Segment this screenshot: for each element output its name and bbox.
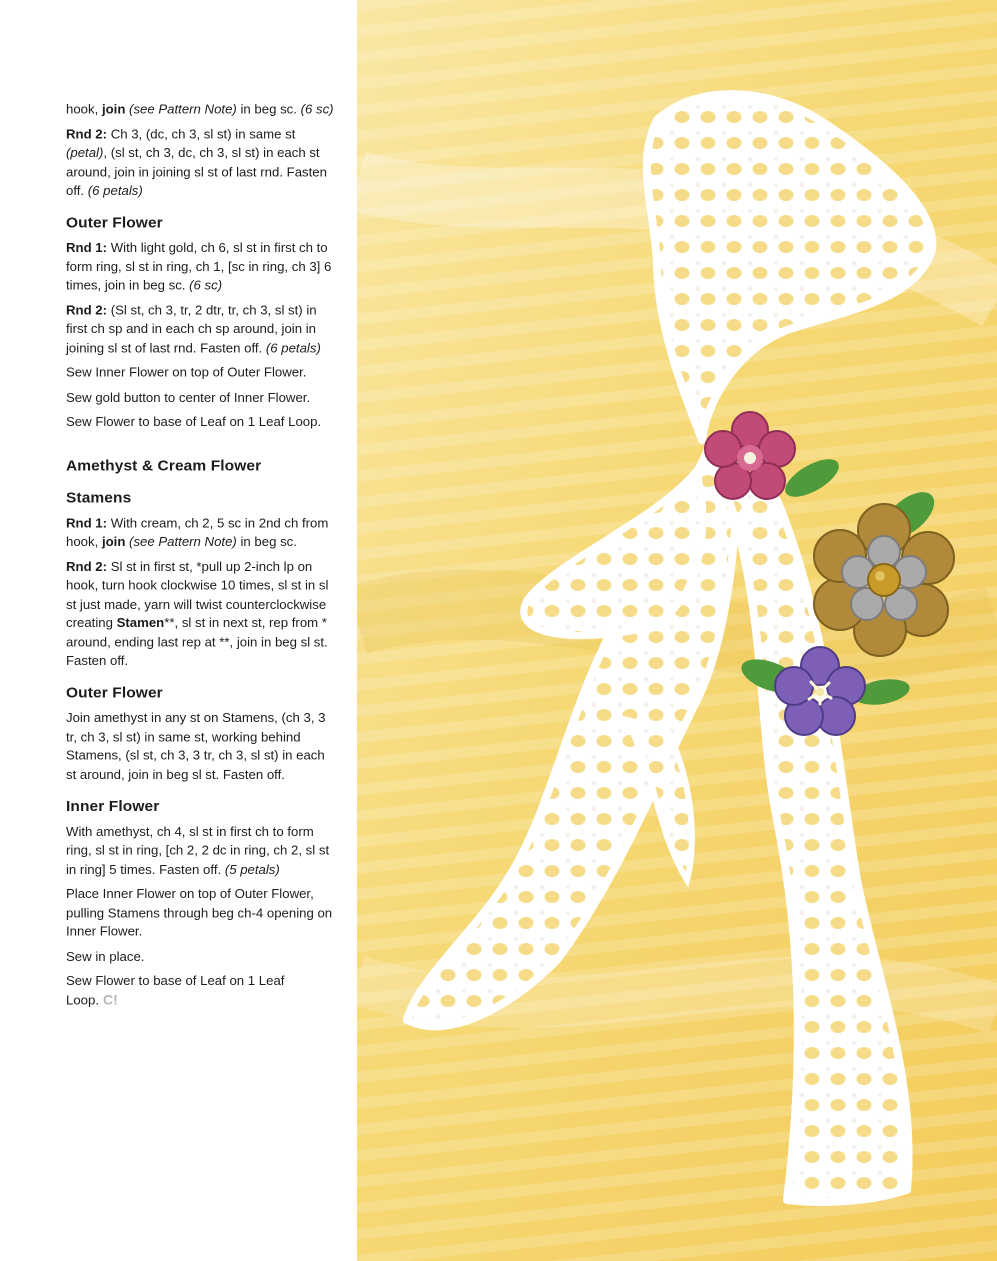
text-run: join xyxy=(101,101,126,117)
text-run: Rnd 1: xyxy=(66,240,108,255)
pattern-paragraph xyxy=(66,412,338,431)
text-run: (6 petals) xyxy=(87,183,143,198)
pattern-paragraph xyxy=(66,388,338,407)
text-run: in beg sc. xyxy=(236,101,301,117)
text-run: (6 sc) xyxy=(300,101,334,117)
pattern-paragraph xyxy=(66,884,338,941)
text-run: **, sl st in next st, rep from * around, ending last rep at **, join in beg sl st. Fasten off. xyxy=(66,615,328,668)
text-run: Stamen xyxy=(116,615,165,631)
text-run: Sew gold button to center of Inner Flower. xyxy=(66,389,311,405)
pattern-paragraph xyxy=(66,557,338,670)
section-heading: Outer Flower xyxy=(66,214,163,232)
section-heading: Amethyst & Cream Flower xyxy=(66,457,262,474)
text-run: Sew Flower to base of Leaf on 1 Leaf Loop. xyxy=(66,414,322,429)
pattern-paragraph xyxy=(66,363,338,382)
text-run: join xyxy=(101,534,126,549)
end-mark-logo: C! xyxy=(103,991,118,1007)
pattern-paragraph xyxy=(66,971,338,1009)
section-heading: Inner Flower xyxy=(66,798,160,815)
section-heading: Outer Flower xyxy=(66,684,163,702)
pattern-paragraph xyxy=(66,513,338,551)
pattern-paragraph xyxy=(66,125,338,200)
text-run: (Sl st, ch 3, tr, 2 dtr, tr, ch 3, sl st) in first ch sp and in each ch sp around, join in joining sl st of last rnd. Fasten off. xyxy=(66,302,317,355)
text-run: in beg sc. xyxy=(236,534,297,549)
pattern-paragraph xyxy=(66,947,338,966)
scarf-photo xyxy=(357,0,997,1261)
pattern-text-column xyxy=(66,100,338,1015)
text-run: With cream, ch 2, 5 sc in 2nd ch from hook, xyxy=(66,515,329,549)
text-run: Sew Inner Flower on top of Outer Flower. xyxy=(66,365,307,380)
text-run: (6 sc) xyxy=(189,277,223,293)
pattern-paragraph xyxy=(66,238,338,295)
text-run: Sew in place. xyxy=(66,948,145,964)
text-run: (see Pattern Note) xyxy=(125,534,237,549)
pattern-paragraph xyxy=(66,100,338,119)
text-run: (see Pattern Note) xyxy=(125,101,237,117)
pattern-paragraph xyxy=(66,708,338,783)
pattern-paragraph xyxy=(66,822,338,879)
text-run: Ch 3, (dc, ch 3, sl st) in same st xyxy=(107,126,296,142)
text-run: (5 petals) xyxy=(224,861,280,877)
text-run: , (sl st, ch 3, dc, ch 3, sl st) in each st around, join in joining sl st of last rnd. Fasten off. xyxy=(66,145,327,198)
section-heading: Stamens xyxy=(66,489,132,507)
text-run: hook, xyxy=(66,101,102,117)
text-run: Sew Flower to base of Leaf on 1 Leaf Loop. xyxy=(66,973,285,1007)
text-run: Rnd 2: xyxy=(66,126,108,142)
text-run: With light gold, ch 6, sl st in first ch to form ring, sl st in ring, ch 1, [sc in ring, ch 3] 6 times, join in beg sc. xyxy=(66,240,332,293)
text-run: (petal) xyxy=(66,145,104,160)
pattern-paragraph xyxy=(66,301,338,358)
text-run: With amethyst, ch 4, sl st in first ch to form ring, sl st in ring, [ch 2, 2 dc in ring, ch 2, sl st in ring] 5 times. Fasten off. xyxy=(66,823,330,877)
text-run: Sl st in first st, *pull up 2-inch lp on hook, turn hook clockwise 10 times, sl st in sl st just made, yarn will twist counterclockwise creating xyxy=(66,558,329,631)
text-run: (6 petals) xyxy=(265,340,321,355)
text-run: Rnd 2: xyxy=(66,558,108,574)
text-run: Rnd 1: xyxy=(66,515,108,530)
text-run: Place Inner Flower on top of Outer Flower, pulling Stamens through beg ch-4 opening on Inner Flower. xyxy=(66,886,333,939)
text-run: Rnd 2: xyxy=(66,302,108,318)
text-run: Join amethyst in any st on Stamens, (ch 3, 3 tr, ch 3, sl st) in same st, working behind Stamens, (sl st, ch 3, 3 tr, ch 3, sl st) in each st around, join in beg sl st. Fasten off. xyxy=(66,710,326,782)
